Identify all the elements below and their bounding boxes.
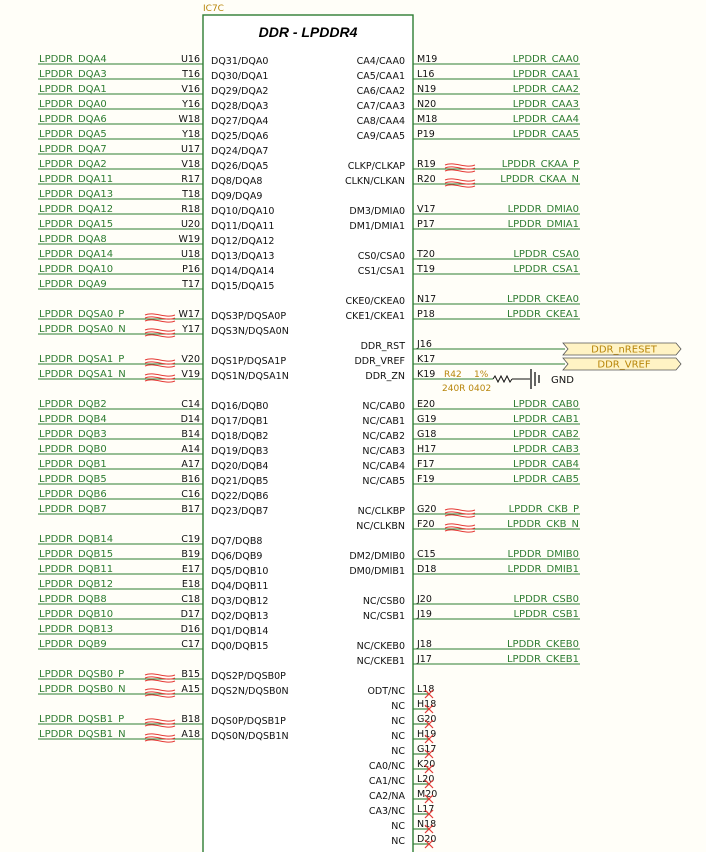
- pin-number: L16: [417, 69, 435, 80]
- pin-name: DQS0P/DQSB1P: [211, 716, 286, 727]
- pin-name: DQ17/DQB1: [211, 416, 269, 427]
- pin-name: DQ21/DQB5: [211, 476, 269, 487]
- pin-number: V17: [417, 204, 436, 215]
- pin-name: CA2/NA: [369, 791, 405, 802]
- pin-name: DQ9/DQA9: [211, 191, 263, 202]
- pin-name: CA4/CAA0: [356, 56, 405, 67]
- diff-pair-stroke: [145, 695, 175, 697]
- pin-name: DQ18/DQB2: [211, 431, 269, 442]
- pin-number: N17: [417, 294, 437, 305]
- diff-pair-stroke: [145, 734, 175, 736]
- pin-number: J16: [417, 339, 432, 350]
- diff-pair-icon: [145, 359, 175, 367]
- net-label: LPDDR_CAB4: [513, 459, 579, 470]
- pin-number: D14: [180, 414, 200, 425]
- pin-name: DQ29/DQA2: [211, 86, 269, 97]
- pin-name: CA7/CAA3: [356, 101, 405, 112]
- diff-pair-stroke: [445, 170, 475, 172]
- net-label: LPDDR_DQA9: [39, 279, 107, 290]
- pin-number: T19: [417, 264, 435, 275]
- net-label: LPDDR_DQSB0_P: [39, 669, 125, 680]
- pin-name: NC/CAB5: [362, 476, 405, 487]
- pin-name: NC/CAB4: [362, 461, 405, 472]
- pin-name: CA5/CAA1: [356, 71, 405, 82]
- pin-name: CLKN/CLKAN: [344, 176, 405, 187]
- diff-pair-icon: [145, 329, 175, 337]
- net-label: LPDDR_DQB9: [39, 639, 107, 650]
- pin-number: T16: [182, 69, 200, 80]
- pin-name: NC: [391, 731, 405, 742]
- pin-name: DQ23/DQB7: [211, 506, 269, 517]
- pin-number: L17: [417, 804, 435, 815]
- diff-pair-stroke: [145, 674, 175, 676]
- pin-number: M20: [417, 789, 438, 800]
- net-flag-label: DDR_nRESET: [591, 344, 657, 356]
- net-label: LPDDR_DQA11: [39, 174, 114, 185]
- diff-pair-stroke: [445, 179, 475, 181]
- pin-name: DQ6/DQB9: [211, 551, 263, 562]
- pin-number: P16: [182, 264, 200, 275]
- net-label: LPDDR_DMIA1: [507, 219, 579, 230]
- net-label: LPDDR_CAA0: [512, 54, 579, 65]
- net-label: LPDDR_DQA0: [39, 99, 107, 110]
- diff-pair-stroke: [445, 524, 475, 526]
- pin-number: B15: [181, 669, 200, 680]
- pin-number: G20: [417, 504, 437, 515]
- pin-name: DQ31/DQA0: [211, 56, 269, 67]
- pin-name: DDR_ZN: [365, 371, 405, 382]
- net-label: LPDDR_CAB1: [513, 414, 579, 425]
- pin-number: V20: [181, 354, 200, 365]
- pin-name: DQ27/DQA4: [211, 116, 269, 127]
- pin-number: R20: [417, 174, 436, 185]
- net-label: LPDDR_CAA4: [512, 114, 579, 125]
- pin-number: D18: [417, 564, 437, 575]
- diff-pair-icon: [445, 509, 475, 517]
- diff-pair-stroke: [445, 164, 475, 166]
- pin-number: U20: [180, 219, 200, 230]
- net-label: LPDDR_DQB6: [39, 489, 107, 500]
- net-label: LPDDR_DQB5: [39, 474, 107, 485]
- pin-number: C14: [181, 399, 200, 410]
- ic-designator: IC7C: [203, 4, 224, 14]
- pin-number: J17: [417, 654, 432, 665]
- pin-name: CKE0/CKEA0: [345, 296, 405, 307]
- pin-name: DQ22/DQB6: [211, 491, 269, 502]
- diff-pair-icon: [145, 314, 175, 322]
- pin-name: CA1/NC: [368, 776, 405, 787]
- pin-name: DQS2P/DQSB0P: [211, 671, 286, 682]
- pin-number: E20: [417, 399, 436, 410]
- pin-name: DQ20/DQB4: [211, 461, 269, 472]
- pin-name: NC/CLKBP: [357, 506, 405, 517]
- pin-name: DQ24/DQA7: [211, 146, 269, 157]
- net-label: LPDDR_DQA10: [39, 264, 114, 275]
- pin-number: A15: [181, 684, 200, 695]
- pin-number: H18: [417, 699, 437, 710]
- diff-pair-icon: [145, 689, 175, 697]
- diff-pair-stroke: [145, 380, 175, 382]
- diff-pair-stroke: [445, 515, 475, 517]
- pin-number: V18: [181, 159, 200, 170]
- net-label: LPDDR_DQB11: [39, 564, 114, 575]
- pin-number: W17: [178, 309, 200, 320]
- net-label: LPDDR_CSA1: [513, 264, 579, 275]
- net-label: LPDDR_CAA3: [512, 99, 579, 110]
- pin-name: DQ19/DQB3: [211, 446, 269, 457]
- pin-name: NC/CKEB0: [356, 641, 405, 652]
- net-label: LPDDR_DQA6: [39, 114, 107, 125]
- diff-pair-icon: [445, 524, 475, 532]
- pin-number: B18: [181, 714, 200, 725]
- net-label: LPDDR_DQA14: [39, 249, 114, 260]
- pin-number: C16: [181, 489, 200, 500]
- net-label: LPDDR_DQSB1_N: [39, 729, 126, 740]
- net-label: LPDDR_DMIA0: [507, 204, 579, 215]
- net-label: LPDDR_CKAA_N: [500, 174, 579, 185]
- net-label: LPDDR_CSB1: [513, 609, 579, 620]
- net-label: LPDDR_DQB12: [39, 579, 114, 590]
- net-label: LPDDR_DQB7: [39, 504, 107, 515]
- diff-pair-icon: [145, 719, 175, 727]
- pin-number: F17: [417, 459, 435, 470]
- net-label: LPDDR_DQSA1_N: [39, 369, 126, 380]
- net-label: LPDDR_CAB5: [513, 474, 579, 485]
- net-label: LPDDR_DMIB0: [507, 549, 579, 560]
- pin-name: DQS1P/DQSA1P: [211, 356, 287, 367]
- pin-number: M18: [417, 114, 438, 125]
- pin-name: ODT/NC: [367, 686, 405, 697]
- diff-pair-stroke: [145, 359, 175, 361]
- pin-number: J19: [417, 609, 432, 620]
- net-label: LPDDR_DMIB1: [507, 564, 579, 575]
- pin-number: E18: [181, 579, 200, 590]
- pin-number: H19: [417, 729, 437, 740]
- net-label: LPDDR_DQB10: [39, 609, 114, 620]
- pin-number: F19: [417, 474, 435, 485]
- net-label: LPDDR_DQA5: [39, 129, 107, 140]
- pin-number: D16: [180, 624, 200, 635]
- pin-number: J18: [417, 639, 432, 650]
- diff-pair-stroke: [445, 530, 475, 532]
- pin-name: DQ11/DQA11: [211, 221, 275, 232]
- pin-name: DQ26/DQA5: [211, 161, 269, 172]
- pin-name: DQ28/DQA3: [211, 101, 269, 112]
- net-flag-label: DDR_VREF: [597, 359, 651, 371]
- pin-number: L18: [417, 684, 435, 695]
- pin-number: J20: [417, 594, 432, 605]
- pin-number: N18: [417, 819, 437, 830]
- pin-number: R19: [417, 159, 436, 170]
- net-label: LPDDR_CKEA1: [506, 309, 579, 320]
- net-label: LPDDR_DQB15: [39, 549, 114, 560]
- net-label: LPDDR_DQA2: [39, 159, 107, 170]
- diff-pair-icon: [445, 164, 475, 172]
- net-label: LPDDR_CSA0: [513, 249, 579, 260]
- pin-number: P18: [417, 309, 435, 320]
- pin-name: NC: [391, 716, 405, 727]
- pin-name: DDR_VREF: [354, 356, 405, 367]
- net-label: LPDDR_DQB8: [39, 594, 107, 605]
- diff-pair-stroke: [145, 680, 175, 682]
- pin-name: DQ5/DQB10: [211, 566, 269, 577]
- net-label: LPDDR_DQB2: [39, 399, 107, 410]
- pin-number: K19: [417, 369, 436, 380]
- pin-number: V19: [181, 369, 200, 380]
- pin-number: Y18: [182, 129, 200, 140]
- pin-number: V16: [181, 84, 200, 95]
- pin-number: A14: [181, 444, 200, 455]
- pin-number: T20: [417, 249, 435, 260]
- net-label: LPDDR_DQA13: [39, 189, 114, 200]
- pin-name: DQ10/DQA10: [211, 206, 275, 217]
- pin-number: P17: [417, 219, 435, 230]
- diff-pair-stroke: [145, 329, 175, 331]
- pin-name: CA6/CAA2: [356, 86, 405, 97]
- diff-pair-stroke: [145, 320, 175, 322]
- pin-name: DQ4/DQB11: [211, 581, 269, 592]
- diff-pair-icon: [145, 734, 175, 742]
- pin-name: NC/CAB1: [362, 416, 405, 427]
- pin-name: DQS3N/DQSA0N: [211, 326, 289, 337]
- diff-pair-stroke: [145, 719, 175, 721]
- pin-name: NC: [391, 821, 405, 832]
- pin-name: CLKP/CLKAP: [347, 161, 405, 172]
- net-label: LPDDR_DQB1: [39, 459, 107, 470]
- net-label: LPDDR_DQA4: [39, 54, 107, 65]
- net-label: LPDDR_DQB0: [39, 444, 107, 455]
- net-label: LPDDR_CAA2: [512, 84, 579, 95]
- net-label: LPDDR_DQSB1_P: [39, 714, 125, 725]
- pin-name: DQ7/DQB8: [211, 536, 263, 547]
- pin-number: N20: [417, 99, 437, 110]
- net-label: LPDDR_DQB13: [39, 624, 114, 635]
- pin-name: CA8/CAA4: [356, 116, 405, 127]
- pin-number: K20: [417, 759, 436, 770]
- pin-number: G18: [417, 429, 437, 440]
- diff-pair-stroke: [445, 509, 475, 511]
- net-label: LPDDR_DQB4: [39, 414, 107, 425]
- net-label: LPDDR_DQA15: [39, 219, 114, 230]
- diff-pair-stroke: [145, 740, 175, 742]
- pin-name: CS1/CSA1: [357, 266, 405, 277]
- net-label: LPDDR_CAB2: [513, 429, 579, 440]
- diff-pair-icon: [445, 179, 475, 187]
- resistor-tolerance: 1%: [474, 370, 489, 380]
- pin-number: C19: [181, 534, 200, 545]
- net-label: LPDDR_DQA12: [39, 204, 114, 215]
- net-label: LPDDR_CAA5: [512, 129, 579, 140]
- pin-name: DQ30/DQA1: [211, 71, 269, 82]
- resistor-icon: [493, 376, 512, 382]
- net-label: LPDDR_CKAA_P: [501, 159, 579, 170]
- pin-number: D17: [180, 609, 200, 620]
- pin-number: L20: [417, 774, 435, 785]
- diff-pair-stroke: [145, 335, 175, 337]
- pin-name: NC/CAB3: [362, 446, 405, 457]
- net-label: LPDDR_DQA1: [39, 84, 107, 95]
- pin-number: G17: [417, 744, 437, 755]
- pin-name: DQ0/DQB15: [211, 641, 269, 652]
- pin-number: C15: [417, 549, 436, 560]
- diff-pair-icon: [145, 374, 175, 382]
- pin-number: Y16: [182, 99, 200, 110]
- pin-name: DM3/DMIA0: [349, 206, 405, 217]
- net-label: LPDDR_DQB14: [39, 534, 114, 545]
- net-label: LPDDR_CKEB1: [506, 654, 579, 665]
- pin-name: DQ16/DQB0: [211, 401, 269, 412]
- pin-number: C18: [181, 594, 200, 605]
- pin-name: DQ14/DQA14: [211, 266, 275, 277]
- pin-number: N19: [417, 84, 437, 95]
- pin-number: B16: [181, 474, 200, 485]
- pin-name: NC/CSB1: [362, 611, 405, 622]
- pin-name: NC/CAB2: [362, 431, 405, 442]
- pin-number: B14: [181, 429, 200, 440]
- pin-number: G20: [417, 714, 437, 725]
- pin-name: DQS0N/DQSB1N: [211, 731, 289, 742]
- pin-name: NC: [391, 701, 405, 712]
- resistor-value: 240R 0402: [442, 384, 492, 394]
- pin-name: CA3/NC: [368, 806, 405, 817]
- pin-number: A18: [181, 729, 200, 740]
- pin-number: C17: [181, 639, 200, 650]
- pin-number: P19: [417, 129, 435, 140]
- pin-name: DQ13/DQA13: [211, 251, 275, 262]
- pin-number: U18: [180, 249, 200, 260]
- net-label: LPDDR_DQSB0_N: [39, 684, 126, 695]
- pin-name: DQ15/DQA15: [211, 281, 275, 292]
- net-label: LPDDR_CAB3: [513, 444, 579, 455]
- net-label: LPDDR_CAA1: [512, 69, 579, 80]
- ground-label: GND: [551, 375, 574, 386]
- pin-number: R18: [181, 204, 200, 215]
- pin-name: CS0/CSA0: [357, 251, 405, 262]
- pin-name: DQS2N/DQSB0N: [211, 686, 289, 697]
- pin-number: B19: [181, 549, 200, 560]
- net-label: LPDDR_CAB0: [513, 399, 579, 410]
- pin-name: NC/CAB0: [362, 401, 405, 412]
- pin-number: E17: [181, 564, 200, 575]
- pin-number: F20: [417, 519, 435, 530]
- pin-name: DQS1N/DQSA1N: [211, 371, 289, 382]
- pin-number: T17: [182, 279, 200, 290]
- diff-pair-stroke: [145, 725, 175, 727]
- net-label: LPDDR_DQA3: [39, 69, 107, 80]
- pin-number: Y17: [182, 324, 200, 335]
- pin-name: DQ1/DQB14: [211, 626, 269, 637]
- diff-pair-stroke: [445, 185, 475, 187]
- diff-pair-stroke: [145, 314, 175, 316]
- net-label: LPDDR_CKEA0: [506, 294, 579, 305]
- net-label: LPDDR_CKB_P: [508, 504, 579, 515]
- net-label: LPDDR_DQSA0_P: [39, 309, 125, 320]
- net-label: LPDDR_CKB_N: [507, 519, 579, 530]
- diff-pair-stroke: [145, 689, 175, 691]
- pin-number: H17: [417, 444, 437, 455]
- pin-name: NC/CSB0: [362, 596, 405, 607]
- pin-number: W19: [178, 234, 200, 245]
- pin-name: NC: [391, 836, 405, 847]
- pin-name: CA0/NC: [368, 761, 405, 772]
- net-label: LPDDR_DQB3: [39, 429, 107, 440]
- pin-name: DDR_RST: [360, 341, 405, 352]
- ic-title: DDR - LPDDR4: [258, 24, 358, 40]
- pin-number: R17: [181, 174, 200, 185]
- net-label: LPDDR_DQA7: [39, 144, 107, 155]
- pin-name: DM1/DMIA1: [349, 221, 405, 232]
- pin-name: DQS3P/DQSA0P: [211, 311, 287, 322]
- pin-name: NC: [391, 746, 405, 757]
- diff-pair-icon: [145, 674, 175, 682]
- net-label: LPDDR_CSB0: [513, 594, 579, 605]
- pin-name: CA9/CAA5: [356, 131, 405, 142]
- pin-number: T18: [182, 189, 200, 200]
- net-label: LPDDR_DQSA1_P: [39, 354, 125, 365]
- pin-name: DQ8/DQA8: [211, 176, 263, 187]
- pin-name: NC/CKEB1: [356, 656, 405, 667]
- net-label: LPDDR_DQA8: [39, 234, 107, 245]
- pin-name: DQ2/DQB13: [211, 611, 269, 622]
- pin-name: DM2/DMIB0: [349, 551, 405, 562]
- pin-name: DM0/DMIB1: [349, 566, 405, 577]
- pin-number: G19: [417, 414, 437, 425]
- pin-number: W18: [178, 114, 200, 125]
- diff-pair-stroke: [145, 365, 175, 367]
- pin-number: U17: [180, 144, 200, 155]
- pin-number: K17: [417, 354, 436, 365]
- pin-name: CKE1/CKEA1: [345, 311, 405, 322]
- resistor-ref: R42: [444, 370, 462, 380]
- net-label: LPDDR_CKEB0: [506, 639, 579, 650]
- pin-name: DQ12/DQA12: [211, 236, 275, 247]
- pin-name: NC/CLKBN: [356, 521, 405, 532]
- pin-name: DQ25/DQA6: [211, 131, 269, 142]
- net-label: LPDDR_DQSA0_N: [39, 324, 126, 335]
- pin-number: B17: [181, 504, 200, 515]
- pin-number: D20: [417, 834, 437, 845]
- diff-pair-stroke: [145, 374, 175, 376]
- pin-name: DQ3/DQB12: [211, 596, 269, 607]
- pin-number: M19: [417, 54, 438, 65]
- pin-number: A17: [181, 459, 200, 470]
- pin-number: U16: [180, 54, 200, 65]
